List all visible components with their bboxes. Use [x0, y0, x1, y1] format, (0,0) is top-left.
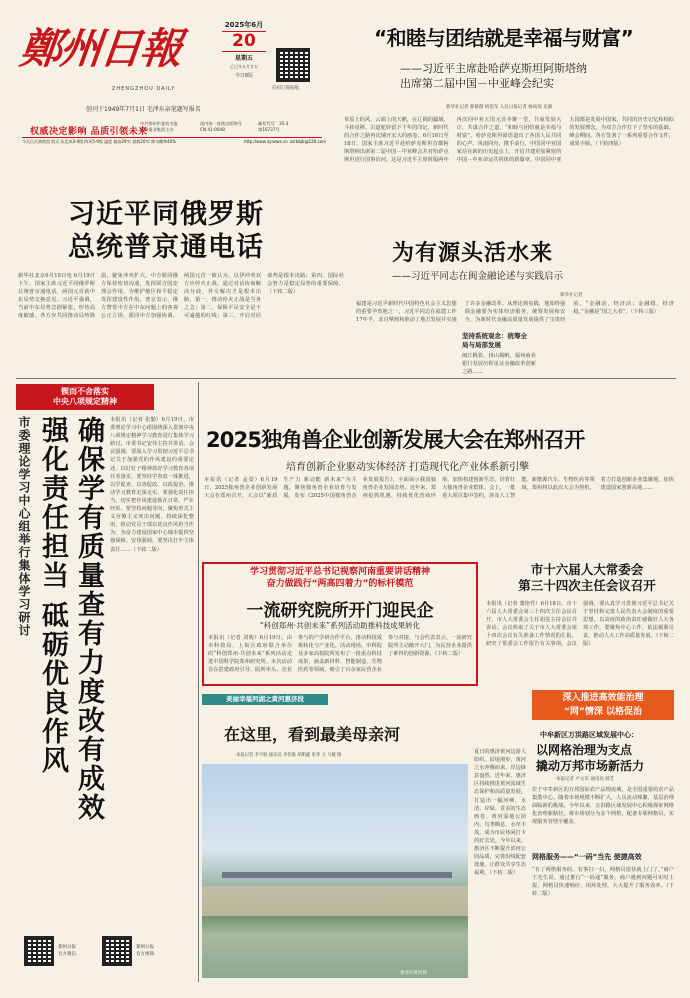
- yellow-river-byline: 本报记者 李宇航 通讯员 李伟康 胡明鑫 张华 文 马敏 图: [236, 753, 342, 758]
- yellow-river-body: 夏日的惠济黄河边游人如织。沿堤漫步，黄河之水奔腾而来，岸边绿意盎然。近年来，惠济区持续推进黄河流域生态保护和高质量发展，打造出一幅河畅、水清、岸绿、景美的生态画卷。黄河湿地公园内，鸟类栖息，水草丰茂，成为市民休闲打卡的好去处。今年以来，惠济区不断提升滨河公园品质，完善沿线配套设施，让群众共享生态福利。（下转二版）: [474, 749, 526, 877]
- founded-note: 创刊于1949年7月1日 毛泽东亲笔题写报名: [86, 106, 201, 113]
- left-column-tag: 锲而不舍落实 中央八项规定精神: [16, 384, 154, 410]
- date-pages: 今日8版: [234, 73, 254, 79]
- bridge-shape: [222, 872, 452, 878]
- date-year: 2025年6月: [224, 21, 264, 29]
- feature-title[interactable]: 一流研究院所开门迎民企: [246, 601, 434, 621]
- wechat-qr-label: 郑州日报 官方微信: [58, 945, 76, 957]
- date-block: [222, 20, 266, 79]
- putin-call-body: 新华社北京6月19日电 6月19日下午，国家主席习近平同俄罗斯总统普京通电话。两国元首就中东局势交换意见。习近平强调，当前中东局势急剧紧张，形势高度敏感，各方应共同推动局势降温，避免冲突扩大。中方愿同俄方保持密切沟通，发挥联合国安理会作用，为维护地区和平稳定发挥建设性作用。普京表示，俄方赞赏中方在中东问题上的客观公正立场，愿同中方加强协调。两国元首一致认为，以伊冲突双方应停火止战，通过对话协商解决分歧，外交解决才是根本出路。第一，推动停火止战是当务之急；第二，保障平民安全是不可逾越的红线；第三，开启对话谈判是根本出路；第四，国际社会努力是稳定局势的重要保障。（下转二版）: [18, 273, 344, 320]
- divider-vertical: [198, 382, 199, 982]
- putin-call-title[interactable]: 习近平同俄罗斯 总统普京通电话: [68, 199, 264, 263]
- date-weekday: 星期五: [234, 55, 253, 62]
- divider-1: [16, 378, 676, 379]
- source-water-byline: 新华社记者: [560, 293, 583, 298]
- video-qr-label: 郑州日报 官方视频: [136, 945, 154, 957]
- governance-body: 位于中牟新区的万邦国际农产品物流城，是全国重要的农产品集散中心。随着市场规模不断扩大，人员流动频繁，基层治理面临新的挑战。今年以来，万洪路区域发展中心积极探索网格化治理新路径，将市场划分为多个网格，配备专职网格员，实现服务管理全覆盖。: [532, 787, 674, 826]
- river-water: [202, 886, 468, 916]
- governance-subhead: 网格服务——“一码”当先 便捷高效: [532, 853, 642, 861]
- subscribe-qr-code[interactable]: [276, 48, 310, 82]
- unicorn-title[interactable]: 2025独角兽企业创新发展大会在郑州召开: [206, 428, 585, 452]
- date-lunar: 乙巳年五月廿五: [230, 64, 258, 69]
- source-water-title[interactable]: 为有源头活水来: [392, 241, 554, 266]
- photo-caption: 惠济区黄河段: [400, 971, 427, 976]
- governance-title[interactable]: 以网格治理为支点 撬动万邦市场新活力: [536, 743, 645, 773]
- weather-rule-top: [22, 137, 322, 138]
- date-day: 20: [222, 31, 266, 52]
- logo-text: 鄭州日報: [17, 24, 183, 73]
- source-water-subtext: 闽江帆影，扬山揭帆，福州商业银行发展历程见证金融改革创新之路……: [462, 353, 536, 376]
- top-story-subtitle: ——习近平主席赴哈萨克斯坦阿斯塔纳 出席第二届中国－中亚峰会纪实: [400, 62, 587, 90]
- study-session-body: 本报讯（记者 张勤）6月19日，市委理论学习中心组围绕深入贯彻中央八项规定精神学习教育进行集体学习研讨。市委书记安伟主持并讲话。会议强调，要深入学习贯彻习近平总书记关于加强党的作风建设的重要论述，以钉钉子精神抓好学习教育各项任务落实。要坚持学查改一体推进，以学促查、以查促改、以改促治，推动学习教育走深走实。要强化责任担当，切实把作风建设抓在日常、严在经常。要坚持问题导向，聚焦形式主义官僚主义突出问题，持续深化整治，推动党员干部以优良作风担当作为，为奋力建设国家中心城市提供坚强保障。安伟强调，要坚决扛牢主体责任……（下转二版）: [110, 417, 194, 553]
- post-code: 邮发代号：35-3 第16737号: [258, 121, 289, 132]
- feature-kicker: 学习贯彻习近平总书记视察河南重要讲话精神 奋力做践行“两高四着力”的标杆模范: [249, 567, 430, 589]
- issn-info: 国内统一连续出版物号 CN 41-0048: [200, 121, 242, 132]
- top-story-title[interactable]: “和睦与团结就是幸福与财富”: [374, 26, 634, 50]
- wechat-qr-code[interactable]: [24, 936, 54, 966]
- qr-label: 扫码订阅报纸: [272, 86, 299, 91]
- unicorn-subtitle: 培育创新企业驱动实体经济 打造现代化产业体系新引擎: [286, 462, 530, 473]
- governance-byline: 本报记者 卢文军 通讯员 韩艺: [556, 777, 615, 782]
- video-qr-code[interactable]: [102, 936, 132, 966]
- sponsor-info: 中共郑州市委机关报 郑州报业集团主办: [140, 121, 178, 132]
- governance-kicker: 中牟新区万洪路区域发展中心：: [540, 731, 638, 739]
- source-water-sidebar: 坚持系统观念：统筹全局与局部发展: [462, 332, 532, 350]
- masthead-subtitle: ZHENGZHOU DAILY: [112, 86, 176, 92]
- feature-subtitle: “科创郑州·共创未来”系列活动助推科技成果转化: [259, 621, 421, 630]
- top-story-body: 草原上的风，云端上的天鹅，在辽阔的疆域，斗转星移。古道驼铃留下千年的印记，新时代的合作之路再次铺开宏大的画卷。6月16日至18日，国家主席习近平赴哈萨克斯坦首都阿斯塔纳出席第二届中国－中亚峰会并对哈萨克斯坦进行国事访问。这是习近平主席时隔两年再次同中亚五国元首齐聚一堂，共商发展大计，共谋合作之道。“和睦与团结就是幸福与财富”，哈萨克斯坦谚语道出了各国人民共同的心声。风雨同舟，携手前行，中国同中亚国家站在新的历史起点上，开启共建更加紧密的中国－中亚命运共同体的新篇章。中国同中亚五国都是发展中国家，共同的历史记忆和相似的发展理念，为双方合作打下了坚实的基础。峰会期间，各方签署了一系列重要合作文件，成果丰硕。（下转四版）: [344, 117, 674, 164]
- masthead-logo: [17, 14, 195, 89]
- feature-body: 本报讯（记者 刘俊）6月19日，由市科技局、上街区政府联合举办的“科创郑州·共创未来”系列活动走进中国科学院郑州研究所。本次活动旨在搭建政府引导、院所牵头、企业参与的产学研合作平台，推动科技成果转化与产业化。活动现场，中科院及多家高校院所发布了一批重点科技成果，涵盖新材料、智能制造、生物医药等领域，吸引了百余家民营企业参与对接。与会代表表示，一流研究院所主动敞开大门，为民营企业提供了难得的创新资源。（下转二版）: [208, 635, 472, 674]
- slogan: 权威决定影响 品质引领未来: [30, 127, 148, 137]
- weather-bar: 今天白天到夜里 阴天 东北风3-4级 阵风5-6级 温度 最高29℃ 最低20℃ 降水概率40%: [22, 139, 177, 144]
- governance-tag: 深入推进高效能治理 “网”情深 以格促治: [532, 690, 674, 720]
- top-story-byline: 新华社记者 郝薇薇 杨依军 人民日报记者 杨尚琛 龙谦: [446, 105, 553, 110]
- unicorn-body: 本报讯（记者 孟姿）6月19日，2025独角兽企业创新发展大会在郑州召开。大会以“新质生产力 新动能 新未来”为主题，聚焦独角兽企业培育与发展，发布《2025中国独角兽企业发展报告》，全面展示我国独角兽企业发展态势。近年来，郑州抢抓机遇，持续优化营商环境，加快构建创新生态，培育壮大独角兽企业群体。会上，一批重大项目集中签约，涉及人工智能、新能源汽车、生物医药等领域。郑州将以此次大会为契机，着力打造创新企业集聚地，加快建设国家创新高地……: [204, 477, 674, 500]
- yellow-river-title[interactable]: 在这里，看到最美母亲河: [224, 725, 401, 744]
- source-water-body: 福建是习近平新时代中国特色社会主义思想的重要孕育地之一。习近平同志在福建工作17年半，亲自擘画和推动了地方发展并实施了许多金融改革。从理论到实践，他始终强调金融要为实体经济服务，统筹发展和安全，为新时代金融高质量发展提供了宝贵经验。“金融活，经济活；金融稳，经济稳。”金融是“国之大者”。（下转三版）: [356, 301, 674, 324]
- governance-subtext: “有了网格服务码，有事扫一扫，网格员很快就上门了。”商户王先生说。通过推行“一码通”服务，商户遇到问题可实时上报，网格员快速响应、闭环处理，大大提升了服务效率。（下转二版）: [532, 867, 674, 898]
- website-link[interactable]: http://www.zynews.cn: [244, 139, 288, 144]
- study-session-side-title: 市委理论学习中心组举行集体学习研讨: [17, 416, 31, 637]
- npc-meeting-title[interactable]: 市十六届人大常委会 第三十四次主任会议召开: [518, 562, 656, 593]
- source-water-subtitle: ——习近平同志在闽金融论述与实践启示: [392, 271, 564, 282]
- npc-meeting-body: 本报讯（记者 董艳竹）6月18日，市十六届人大常委会第三十四次主任会议召开。市人大常委会主任胡荃主持会议并讲话。会议听取了关于市人大常委会第十四次会议有关准备工作情况的汇报，研究了常委会工作报告有关事项。会议强调，要认真学习贯彻习近平总书记关于坚持和完善人民代表大会制度的重要思想，以高度的政治责任感做好人大各项工作。要聚焦中心工作，依法履职尽责，推动人大工作高质量发展。（下转二版）: [486, 601, 674, 648]
- yellow-river-photo: [202, 764, 468, 978]
- study-session-headline[interactable]: 确保学有质量查有力度改有成效 强化责任担当 砥砺优良作风: [37, 416, 104, 822]
- yellow-river-tag: 美丽幸福河湖之黄河惠济段: [202, 694, 328, 705]
- email-link[interactable]: zzrbbjb@126.com: [290, 139, 327, 144]
